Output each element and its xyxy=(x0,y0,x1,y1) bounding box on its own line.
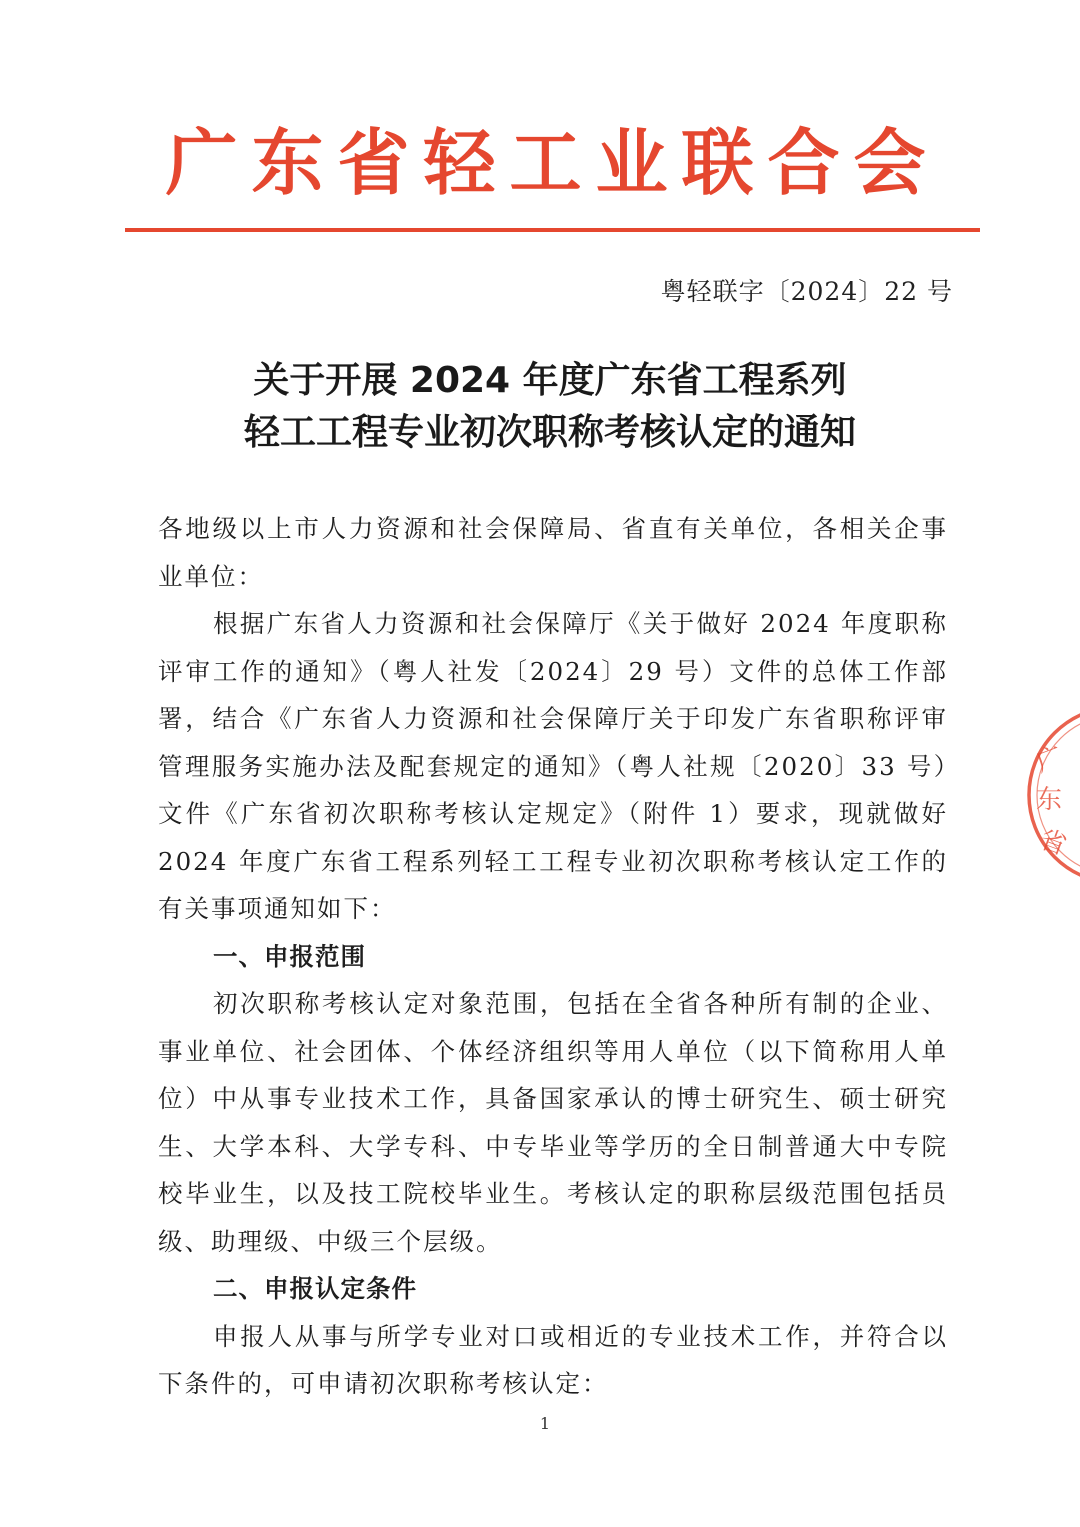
seal-char-1: 广 xyxy=(1032,741,1067,779)
document-title-line-1: 关于开展 2024 年度广东省工程系列 xyxy=(253,360,847,401)
document-number: 粤轻联字〔2024〕22 号 xyxy=(660,277,953,306)
section-1-paragraph: 初次职称考核认定对象范围，包括在全省各种所有制的企业、事业单位、社会团体、个体经济组织等用人单位（以下简称用人单位）中从事专业技术工作，具备国家承认的博士研究生、硕士研究生、大学本科、大学专科、中专毕业等学历的全日制普通大中专院校毕业生，以及技工院校毕业生。考核认定的职称层级范围包括员级、助理级、中级三个层级。 xyxy=(158,989,948,1256)
page-number: 1 xyxy=(539,1414,551,1433)
document-body xyxy=(158,505,948,1408)
document-title-line-2: 轻工工程专业初次职称考核认定的通知 xyxy=(243,412,856,453)
org-letterhead-title: 广东省轻工业联合会 xyxy=(165,120,940,205)
section-2-paragraph: 申报人从事与所学专业对口或相近的专业技术工作，并符合以下条件的，可申请初次职称考核认定： xyxy=(158,1321,948,1398)
seal-char-2: 东 xyxy=(1036,785,1063,815)
section-2-heading: 二、申报认定条件 xyxy=(213,1274,417,1303)
letterhead-red-rule xyxy=(125,228,980,232)
seal-char-3: 省 xyxy=(1035,824,1071,862)
salutation: 各地级以上市人力资源和社会保障局、省直有关单位，各相关企事业单位： xyxy=(158,514,948,591)
official-seal-icon xyxy=(1022,700,1080,890)
intro-paragraph: 根据广东省人力资源和社会保障厅《关于做好 2024 年度职称评审工作的通知》（粤人社发〔2024〕29 号）文件的总体工作部署，结合《广东省人力资源和社会保障厅关于印发广东省职称评审管理服务实施办法及配套规定的通知》（粤人社规〔2020〕33 号）文件《广东省初次职称考核认定规定》（附件 1）要求，现就做好 2024 年度广东省工程系列轻工工程专业初次职称考核认定工作的有关事项通知如下： xyxy=(158,609,948,923)
section-1-heading: 一、申报范围 xyxy=(213,941,366,971)
document-title xyxy=(100,355,1000,459)
